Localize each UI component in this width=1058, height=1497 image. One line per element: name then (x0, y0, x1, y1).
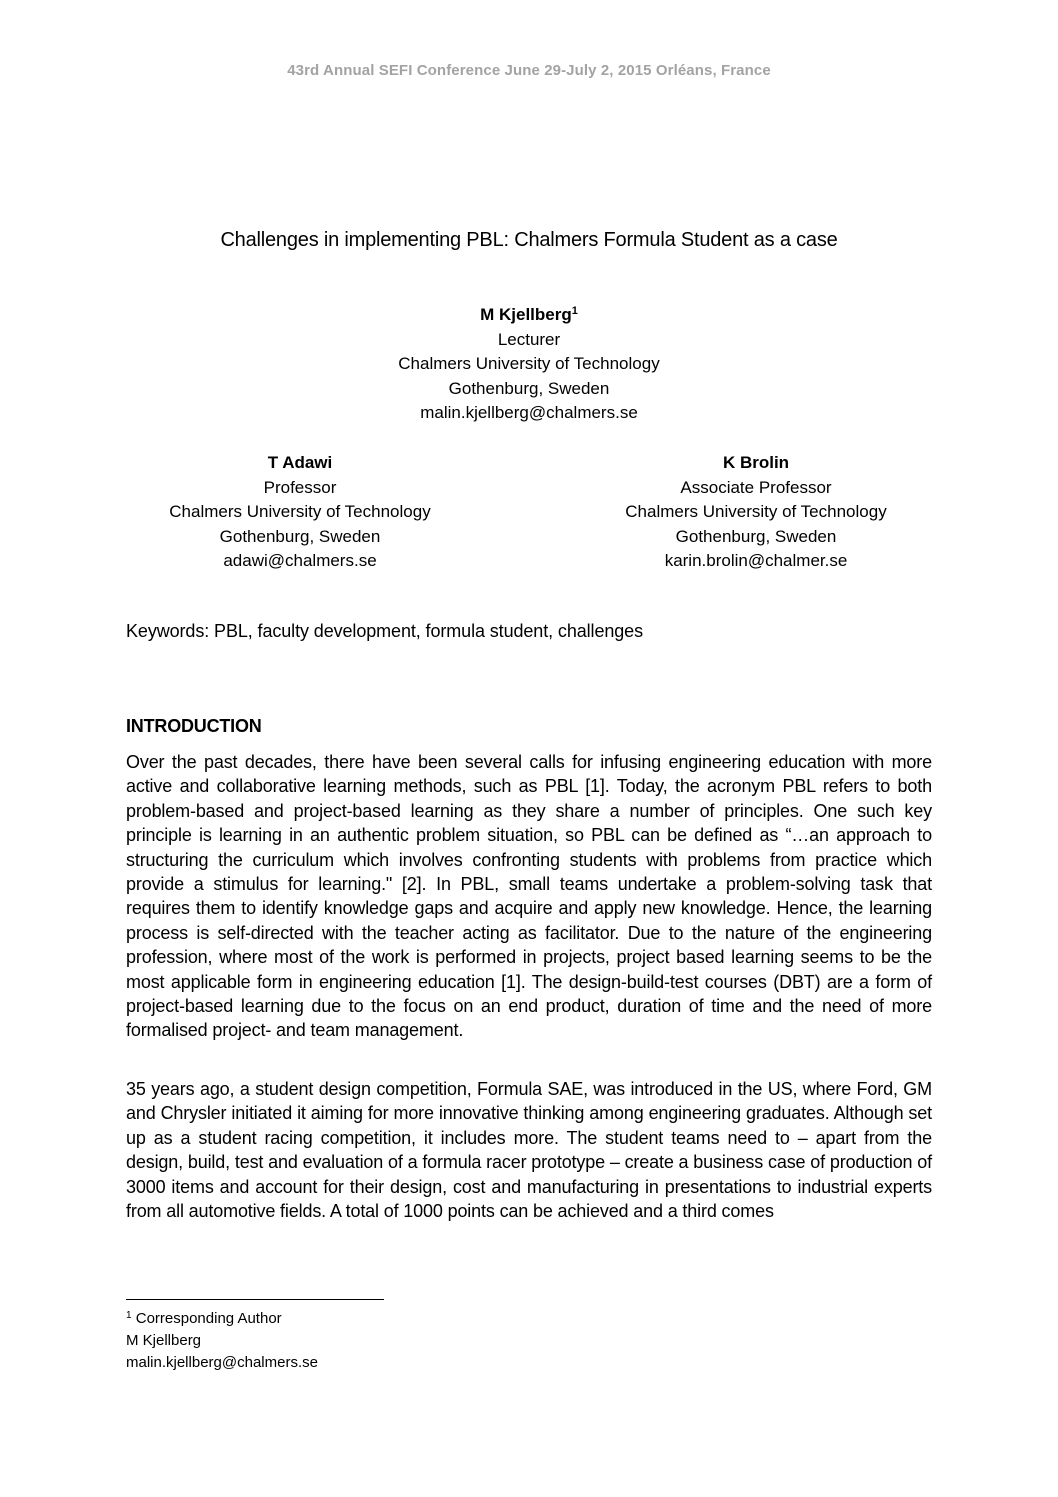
author-email: adawi@chalmers.se (223, 551, 377, 570)
section-heading-introduction: INTRODUCTION (126, 716, 262, 736)
author-location: Gothenburg, Sweden (675, 526, 837, 546)
paper-title: Challenges in implementing PBL: Chalmers Formula Student as a case (220, 229, 838, 251)
author-location: Gothenburg, Sweden (448, 378, 610, 398)
body-paragraph: 35 years ago, a student design competition, Formula SAE, was introduced in the US, where Ford, GM and Chrysler initiated it aiming for more innovative thinking among engineering graduates. Although set up as a student racing competition, it includes more. The student teams need to – apart from the design, build, test and evaluation of a formula racer prototype – create a business case of production of 3000 items and account for their design, cost and manufacturing in presentations to industrial experts from all automotive fields. A total of 1000 points can be achieved and a third comes (126, 1079, 932, 1222)
author-email: malin.kjellberg@chalmers.se (420, 403, 638, 422)
running-header: 43rd Annual SEFI Conference June 29-July 2, 2015 Orléans, France (287, 62, 771, 79)
footnote-mark: 1 (126, 1310, 132, 1321)
author-location: Gothenburg, Sweden (219, 526, 381, 546)
author-name: K Brolin (722, 453, 790, 472)
footnote (126, 1308, 318, 1374)
footnote-email: malin.kjellberg@chalmers.se (126, 1354, 318, 1371)
author-name: M Kjellberg (480, 305, 572, 324)
footnote-label-line (126, 1308, 318, 1330)
author-affiliation: Chalmers University of Technology (625, 502, 887, 521)
footnote-name: M Kjellberg (126, 1332, 202, 1349)
author-block-main (279, 303, 779, 426)
keywords-line: Keywords: PBL, faculty development, formula student, challenges (126, 621, 643, 641)
footnote-mark: 1 (571, 305, 578, 317)
footnote-label: Corresponding Author (131, 1310, 282, 1327)
author-name-line (279, 303, 779, 328)
author-role: Professor (263, 477, 337, 497)
author-affiliation: Chalmers University of Technology (169, 502, 431, 521)
author-name: T Adawi (267, 453, 333, 472)
author-affiliation: Chalmers University of Technology (398, 354, 660, 373)
footnote-divider (126, 1299, 384, 1300)
author-block-left (100, 451, 500, 574)
author-role: Associate Professor (680, 477, 832, 497)
author-block-right (556, 451, 956, 574)
body-paragraph: Over the past decades, there have been several calls for infusing engineering education with more active and collaborative learning methods, such as PBL [1]. Today, the acronym PBL refers to both problem-based and project-based learning as they share a number of principles. One such key principle is learning in an authentic problem situation, so PBL can be defined as “…an approach to structuring the curriculum which involves confronting students with problems from practice which provide a stimulus for learning." [2]. In PBL, small teams undertake a problem-solving task that requires them to identify knowledge gaps and acquire and apply new knowledge. Hence, the learning process is self-directed with the teacher acting as facilitator. Due to the nature of the engineering profession, where most of the work is performed in projects, project based learning seems to be the most applicable form in engineering education [1]. The design-build-test courses (DBT) are a form of project-based learning due to the focus on an end product, duration of time and the need of more formalised project- and team management. (126, 752, 932, 1041)
author-role: Lecturer (497, 329, 561, 349)
author-email: karin.brolin@chalmer.se (664, 551, 848, 570)
